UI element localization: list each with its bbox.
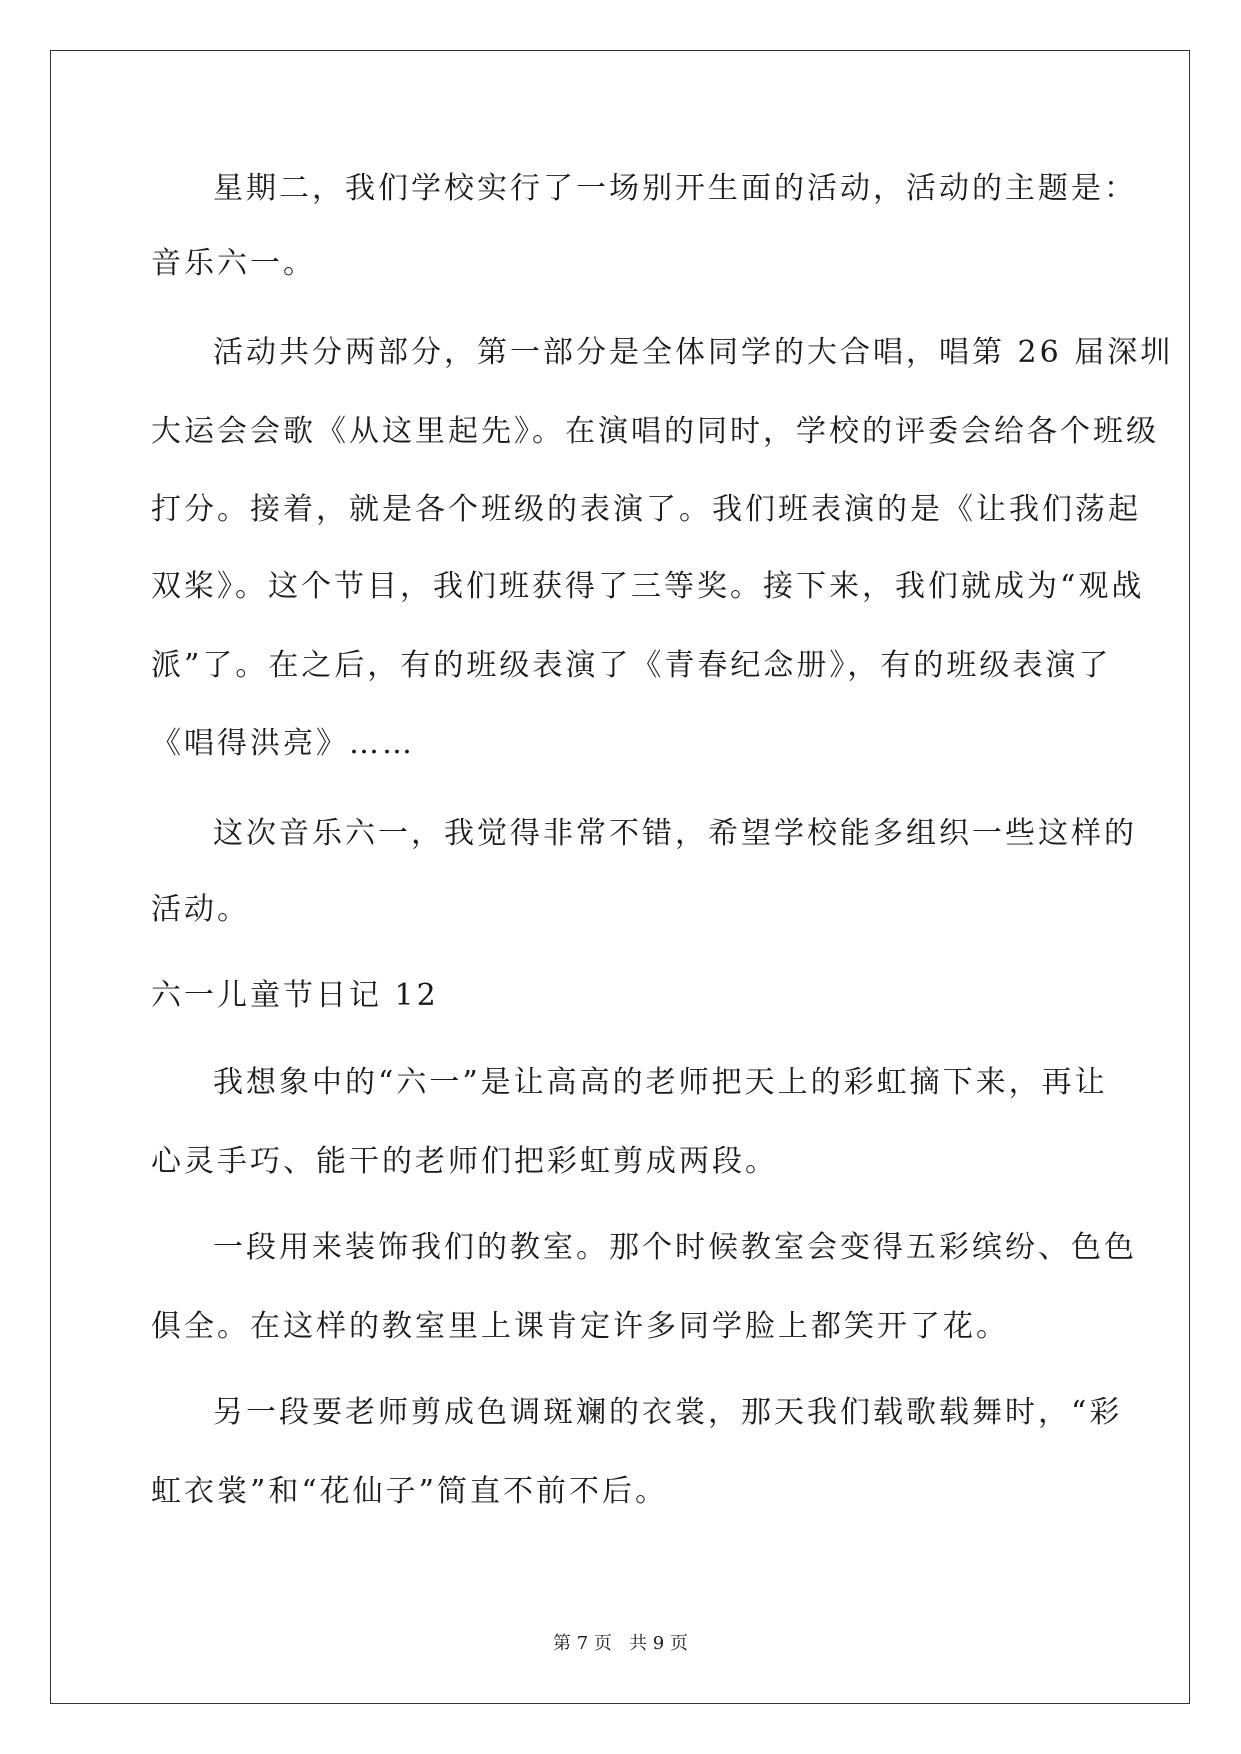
text-line: 我想象中的“六一”是让高高的老师把天上的彩虹摘下来，再让 [213, 1065, 1108, 1100]
text-line: 打分。接着，就是各个班级的表演了。我们班表演的是《让我们荡起 [151, 492, 1141, 527]
page-number-label: 第 7 页 共 9 页 [553, 1633, 688, 1654]
text-line: 一段用来装饰我们的教室。那个时候教室会变得五彩缤纷、色色 [213, 1230, 1137, 1265]
text-line: 派”了。在之后，有的班级表演了《青春纪念册》，有的班级表演了 [151, 648, 1112, 683]
text-line: 另一段要老师剪成色调斑斓的衣裳，那天我们载歌载舞时，“彩 [213, 1395, 1123, 1430]
text-line: 《唱得洪亮》…… [151, 726, 415, 761]
page-footer [0, 1632, 1241, 1656]
text-line: 活动。 [151, 892, 250, 927]
text-line: 活动共分两部分，第一部分是全体同学的大合唱，唱第 26 届深圳 [213, 335, 1174, 370]
text-line: 心灵手巧、能干的老师们把彩虹剪成两段。 [151, 1144, 778, 1179]
text-line: 星期二，我们学校实行了一场别开生面的活动，活动的主题是： [213, 171, 1137, 206]
text-line: 俱全。在这样的教室里上课肯定许多同学脸上都笑开了花。 [151, 1309, 1009, 1344]
page-border [50, 50, 1190, 1704]
text-line: 这次音乐六一，我觉得非常不错，希望学校能多组织一些这样的 [213, 816, 1137, 851]
text-line: 音乐六一。 [151, 246, 316, 281]
text-line: 双桨》。这个节目，我们班获得了三等奖。接下来，我们就成为“观战 [151, 569, 1145, 604]
section-heading: 六一儿童节日记 12 [151, 978, 439, 1013]
text-line: 大运会会歌《从这里起先》。在演唱的同时，学校的评委会给各个班级 [151, 414, 1159, 449]
text-line: 虹衣裳”和“花仙子”简直不前不后。 [151, 1474, 669, 1509]
